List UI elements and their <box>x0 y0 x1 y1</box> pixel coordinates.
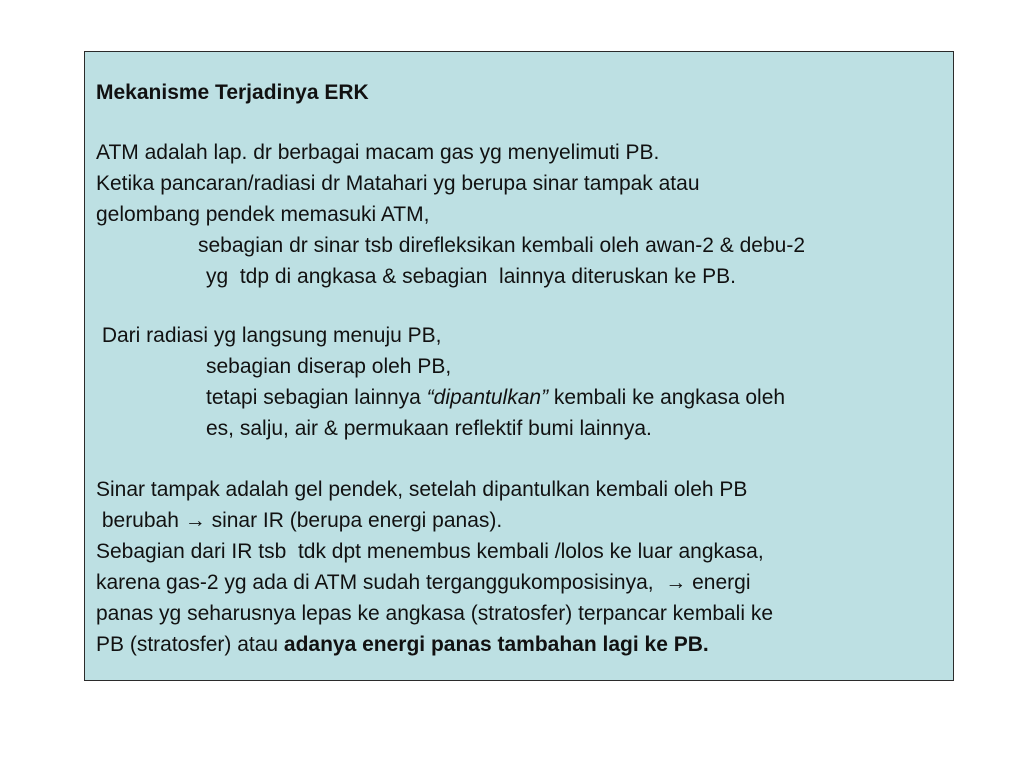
paragraph-2-line-4: es, salju, air & permukaan reflektif bumi lainnya. <box>206 417 652 440</box>
paragraph-2-line-3 <box>206 383 785 413</box>
paragraph-2-line-3-start: tetapi sebagian lainnya <box>206 386 427 409</box>
conclusion-emphasis: adanya energi panas tambahan lagi ke PB. <box>283 633 709 656</box>
paragraph-3-line-3: Sebagian dari IR tsb tdk dpt menembus kembali /lolos ke luar angkasa, <box>96 540 764 563</box>
paragraph-3-line-5: panas yg seharusnya lepas ke angkasa (stratosfer) terpancar kembali ke <box>96 602 774 625</box>
paragraph-3-line-6-start: PB (stratosfer) atau <box>96 633 284 656</box>
paragraph-3-line-4: karena gas-2 yg ada di ATM sudah terganggukomposisinya, → energi <box>96 571 751 594</box>
paragraph-3-line-6 <box>96 630 709 660</box>
paragraph-2-line-2: sebagian diserap oleh PB, <box>206 355 452 378</box>
paragraph-1-line-4: sebagian dr sinar tsb direfleksikan kembali oleh awan-2 & debu-2 <box>198 234 806 257</box>
paragraph-2-line-3-end: kembali ke angkasa oleh <box>548 386 786 409</box>
paragraph-1-line-3: gelombang pendek memasuki ATM, <box>96 203 430 226</box>
paragraph-2-line-1: Dari radiasi yg langsung menuju PB, <box>96 324 442 347</box>
content-textbox <box>84 51 954 681</box>
dipantulkan-emphasis: “dipantulkan” <box>426 386 549 409</box>
paragraph-3-line-2: berubah → sinar IR (berupa energi panas). <box>96 509 503 532</box>
paragraph-1-line-1: ATM adalah lap. dr berbagai macam gas yg menyelimuti PB. <box>96 141 660 164</box>
paragraph-1-line-2: Ketika pancaran/radiasi dr Matahari yg berupa sinar tampak atau <box>96 172 700 195</box>
paragraph-3-line-1: Sinar tampak adalah gel pendek, setelah dipantulkan kembali oleh PB <box>96 478 748 501</box>
paragraph-1-line-5: yg tdp di angkasa & sebagian lainnya diteruskan ke PB. <box>206 265 737 288</box>
slide-title: Mekanisme Terjadinya ERK <box>96 81 369 104</box>
